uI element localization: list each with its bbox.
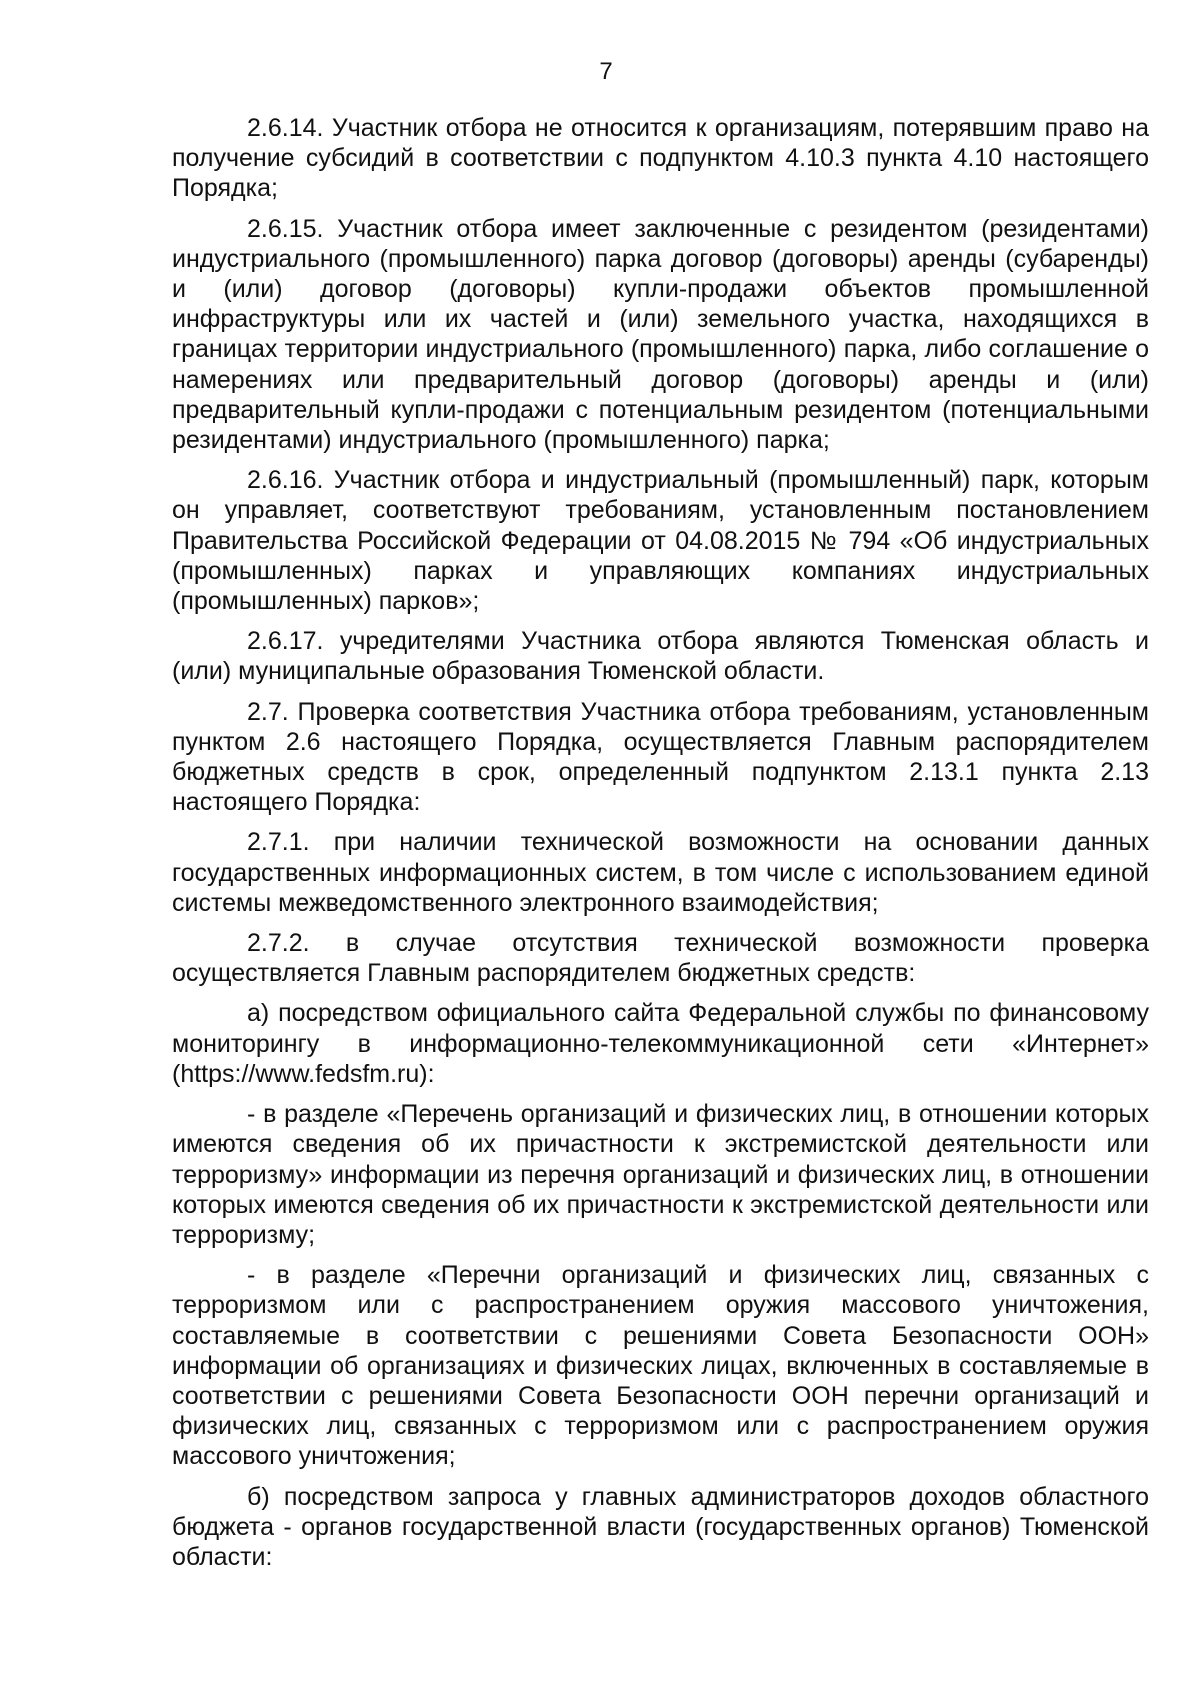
paragraph-item-b: б) посредством запроса у главных администраторов доходов областного бюджета - органов государственной власти (государственных органов) Тюменской области: xyxy=(172,1482,1149,1571)
paragraph-2-6-16: 2.6.16. Участник отбора и индустриальный (промышленный) парк, которым он управляет, соответствуют требованиям, установленным постановлением Правительства Российской Федерации от 04.08.2015 № 794 «Об индустриальных (промышленных) парках и управляющих компаниях индустриальных (промышленных) парков»; xyxy=(172,466,1149,616)
paragraph-2-6-15: 2.6.15. Участник отбора имеет заключенные с резидентом (резидентами) индустриального (промышленного) парка договор (договоры) аренды (субаренды) и (или) договор (договоры) купли-продажи объектов промышленной инфраструктуры или их частей и (или) земельного участка, находящихся в границах территории индустриального (промышленного) парка, либо соглашение о намерениях или предварительный договор (договоры) аренды и (или) предварительный купли-продажи с потенциальным резидентом (потенциальными резидентами) индустриального (промышленного) парка; xyxy=(172,214,1149,455)
paragraph-2-7-2: 2.7.2. в случае отсутствия технической возможности проверка осуществляется Главным распорядителем бюджетных средств: xyxy=(172,929,1149,988)
paragraph-bullet-list-1: - в разделе «Перечень организаций и физических лиц, в отношении которых имеются сведения об их причастности к экстремистской деятельности или терроризму» информации из перечня организаций и физических лиц, в отношении которых имеются сведения об их причастности к экстремистской деятельности или терроризму; xyxy=(172,1100,1149,1249)
paragraph-2-7: 2.7. Проверка соответствия Участника отбора требованиям, установленным пунктом 2.6 настоящего Порядка, осуществляется Главным распорядителем бюджетных средств в срок, определенный подпунктом 2.13.1 пункта 2.13 настоящего Порядка: xyxy=(172,697,1149,817)
document-body xyxy=(172,113,1149,1572)
paragraph-2-7-1: 2.7.1. при наличии технической возможности на основании данных государственных информационных систем, в том числе с использованием единой системы межведомственного электронного взаимодействия; xyxy=(172,828,1149,917)
page-number: 7 xyxy=(599,58,613,85)
paragraph-bullet-list-2: - в разделе «Перечни организаций и физических лиц, связанных с терроризмом или с распространением оружия массового уничтожения, составляемые в соответствии с решениями Совета Безопасности ООН» информации об организациях и физических лицах, включенных в составляемые в соответствии с решениями Совета Безопасности ООН перечни организаций и физических лиц, связанных с терроризмом или с распространением оружия массового уничтожения; xyxy=(172,1261,1149,1471)
paragraph-2-6-14: 2.6.14. Участник отбора не относится к организациям, потерявшим право на получение субсидий в соответствии с подпунктом 4.10.3 пункта 4.10 настоящего Порядка; xyxy=(172,114,1149,203)
paragraph-2-6-17: 2.6.17. учредителями Участника отбора являются Тюменская область и (или) муниципальные образования Тюменской области. xyxy=(172,627,1149,686)
paragraph-item-a: а) посредством официального сайта Федеральной службы по финансовому мониторингу в информационно-телекоммуникационной сети «Интернет» (https://www.fedsfm.ru): xyxy=(172,999,1149,1088)
